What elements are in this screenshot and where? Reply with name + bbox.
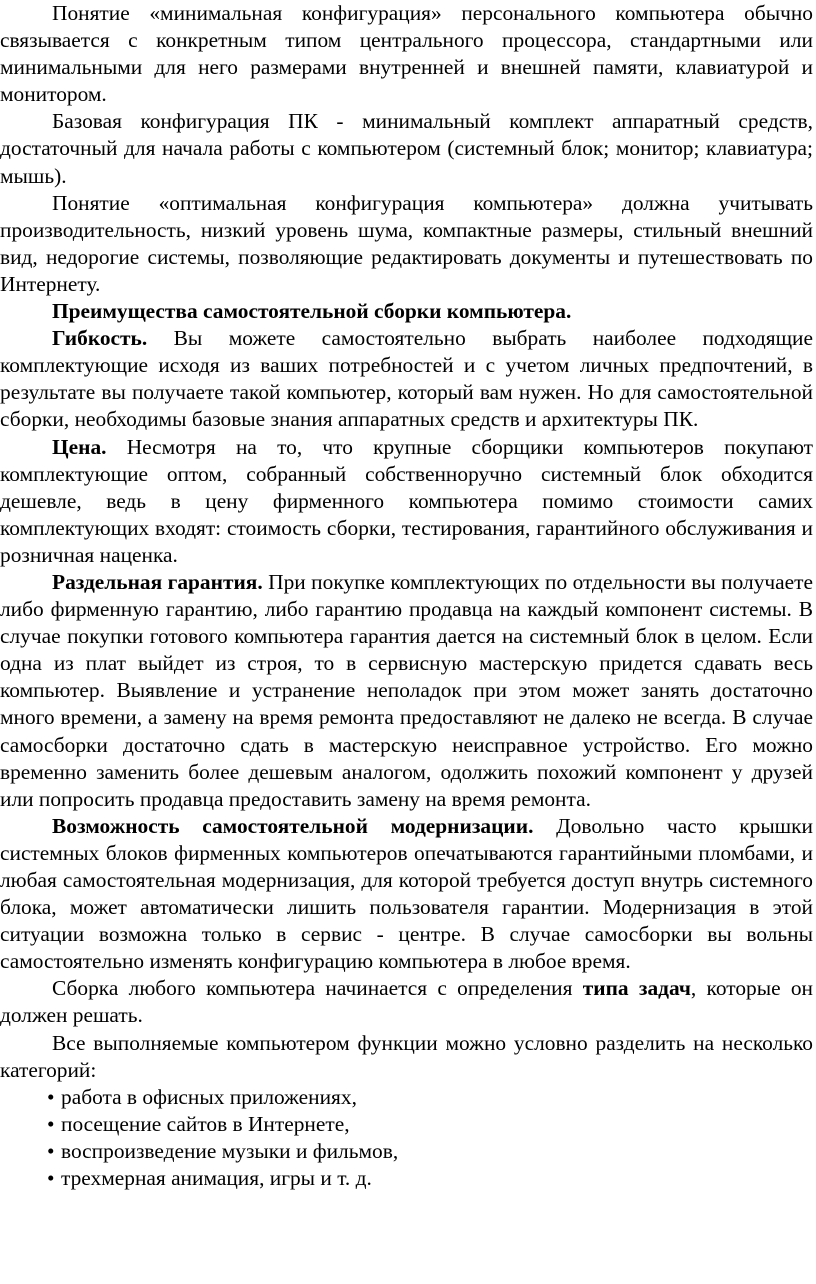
list-item — [47, 1084, 813, 1111]
paragraph-price — [0, 434, 813, 569]
list-item — [47, 1111, 813, 1138]
price-text: Несмотря на то, что крупные сборщики компьютеров покупают комплектующие оптом, собранный собственноручно системный блок обходится дешевле, ведь в цену фирменного компьютера помимо стоимости самих комплектующих входят: стоимость сборки, тестирования, гарантийного обслуживания и розничная наценка. — [0, 434, 813, 567]
assembly-text-pre: Сборка любого компьютера начинается с определения — [52, 976, 583, 1001]
warranty-text: При покупке комплектующих по отдельности вы получаете либо фирменную гарантию, либо гарантию продавца на каждый компонент системы. В случае покупки готового компьютера гарантия дается на системный блок в целом. Если одна из плат выйдет из строя, то в сервисную мастерскую придется сдавать весь компьютер. Выявление и устранение неполадок при этом может занять достаточно много времени, а замену на время ремонта предоставляют не далеко не всегда. В случае самосборки достаточно сдать в мастерскую неисправное устройство. Его можно временно заменить более дешевым аналогом, одолжить похожий компонент у друзей или попросить продавца предоставить замену на время ремонта. — [0, 569, 813, 811]
bullet-icon: • — [47, 1111, 55, 1136]
list-item-text: воспроизведение музыки и фильмов, — [61, 1138, 399, 1163]
list-item-text: трехмерная анимация, игры и т. д. — [61, 1166, 372, 1191]
category-list — [0, 1084, 813, 1192]
assembly-text-post: , которые он должен решать. — [0, 976, 813, 1028]
list-item-text: посещение сайтов в Интернете, — [61, 1111, 350, 1136]
paragraph-warranty — [0, 569, 813, 813]
paragraph-upgrade — [0, 813, 813, 976]
list-item — [47, 1165, 813, 1192]
price-title: Цена. — [52, 434, 107, 459]
bullet-icon: • — [47, 1084, 55, 1109]
assembly-task-type: типа задач — [582, 976, 691, 1001]
paragraph-basic-configuration: Базовая конфигурация ПК - минимальный комплект аппаратный средств, достаточный для начала работы с компьютером (системный блок; монитор; клавиатура; мышь). — [0, 109, 813, 188]
upgrade-text: Довольно часто крышки системных блоков фирменных компьютеров опечатываются гарантийными пломбами, и любая самостоятельная модернизация, для которой требуется доступ внутрь системного блока, может автоматически лишить пользователя гарантии. Модернизация в этой ситуации возможна только в сервис - центре. В случае самосборки вы вольны самостоятельно изменять конфигурацию компьютера в любое время. — [0, 813, 813, 974]
list-item — [47, 1138, 813, 1165]
list-item-text: работа в офисных приложениях, — [61, 1084, 357, 1109]
paragraph-assembly — [0, 975, 813, 1029]
section-heading: Преимущества самостоятельной сборки компьютера. — [52, 299, 572, 324]
flexibility-text: Вы можете самостоятельно выбрать наиболее подходящие комплектующие исходя из ваших потребностей и с учетом личных предпочтений, в результате вы получаете такой компьютер, который вам нужен. Но для самостоятельной сборки, необходимы базовые знания аппаратных средств и архитектуры ПК. — [0, 326, 813, 432]
paragraph-minimal-configuration: Понятие «минимальная конфигурация» персонального компьютера обычно связывается с конкретным типом центрального процессора, стандартными или минимальными для него размерами внутренней и внешней памяти, клавиатурой и монитором. — [0, 1, 813, 107]
warranty-title: Раздельная гарантия. — [52, 569, 263, 594]
paragraph-flexibility — [0, 325, 813, 433]
bullet-icon: • — [47, 1166, 55, 1191]
upgrade-title: Возможность самостоятельной модернизации. — [52, 813, 534, 838]
bullet-icon: • — [47, 1138, 55, 1163]
paragraph-categories-intro: Все выполняемые компьютером функции можно условно разделить на несколько категорий: — [0, 1030, 813, 1082]
flexibility-title: Гибкость. — [52, 326, 148, 351]
paragraph-optimal-configuration: Понятие «оптимальная конфигурация компьютера» должна учитывать производительность, низкий уровень шума, компактные размеры, стильный внешний вид, недорогие системы, позволяющие редактировать документы и путешествовать по Интернету. — [0, 190, 813, 296]
